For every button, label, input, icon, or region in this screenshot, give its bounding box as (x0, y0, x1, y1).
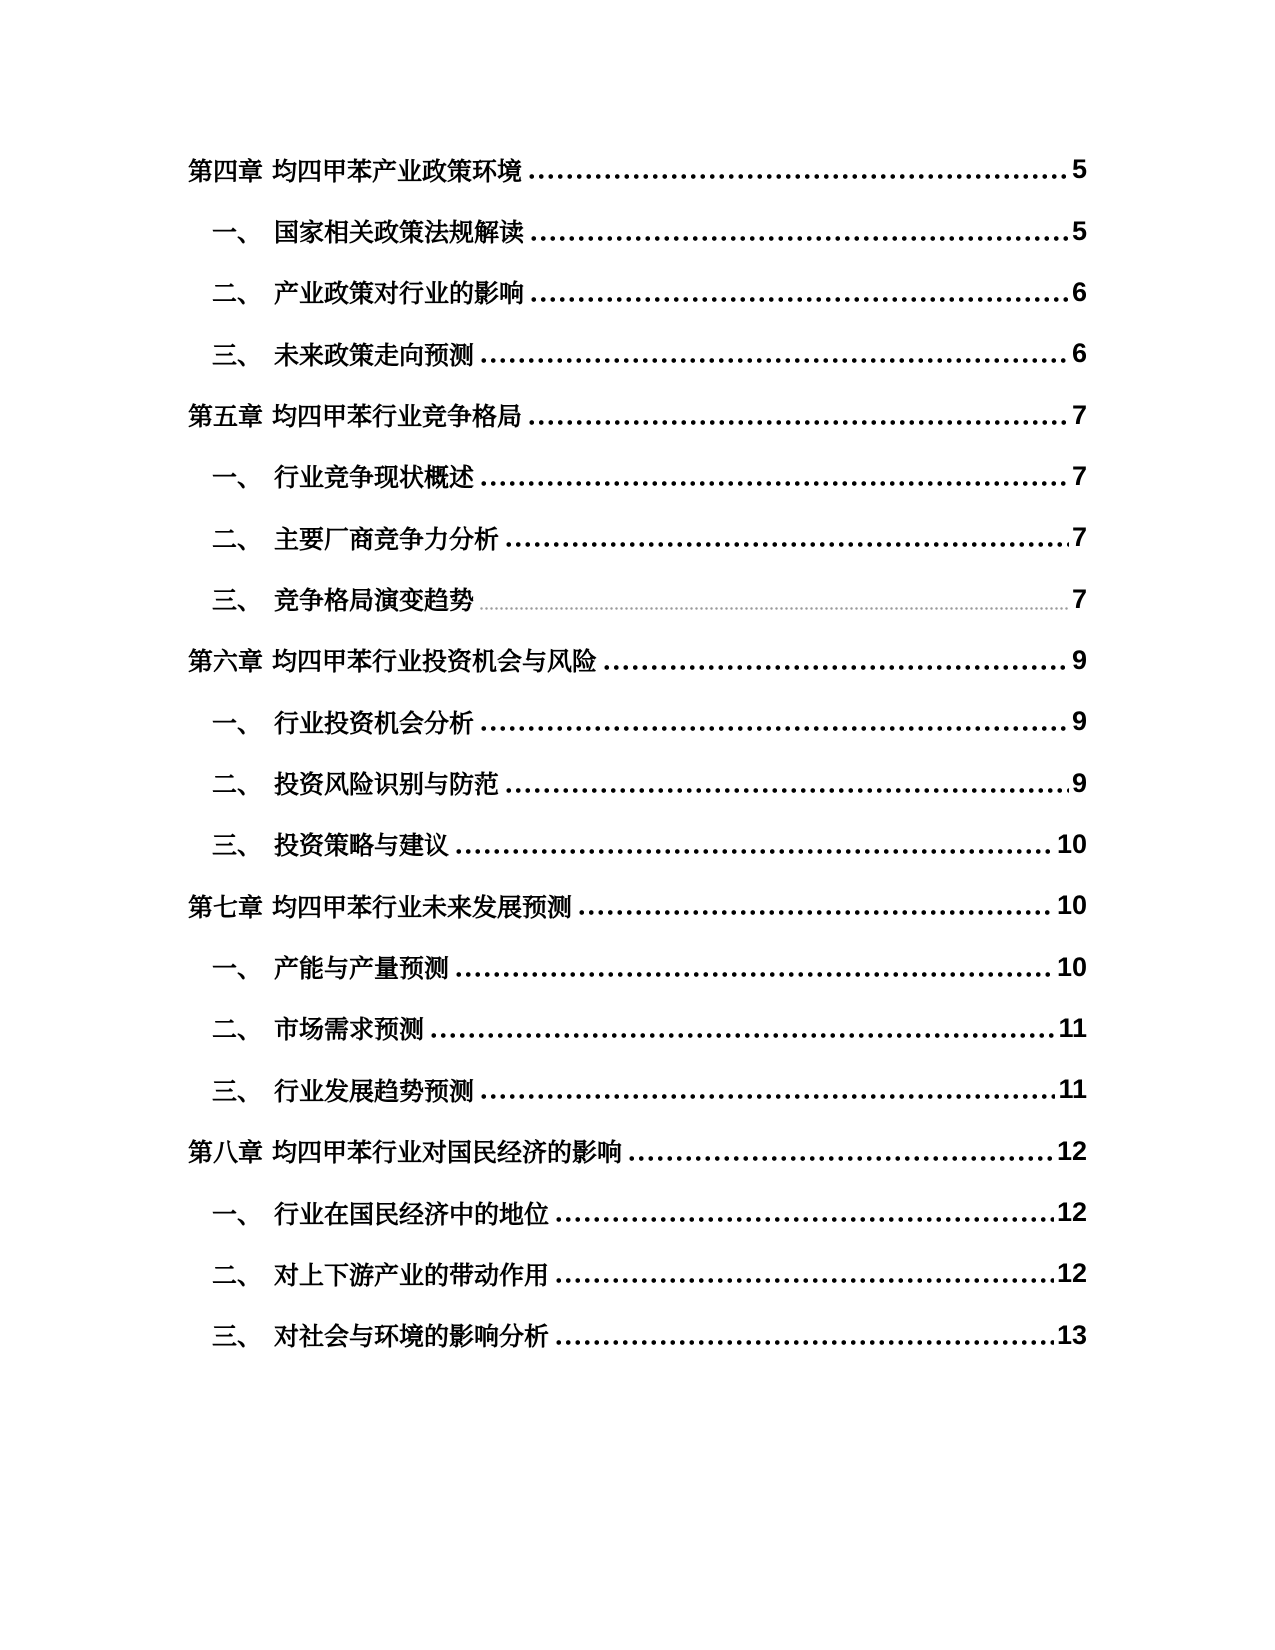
toc-entry-number: 一、 (212, 219, 263, 248)
dot-leader (527, 420, 1069, 425)
toc-entry-number: 二、 (212, 1261, 263, 1290)
dot-leader (554, 1340, 1054, 1345)
toc-entry-number: 二、 (212, 525, 263, 554)
dot-leader (479, 726, 1069, 731)
toc-entry-title: 均四甲苯产业政策环境 (272, 157, 523, 186)
toc-entry-page: 5 (1071, 215, 1087, 246)
dot-leader (479, 607, 1069, 610)
toc-entry-number: 三、 (212, 1077, 263, 1106)
toc-entry-title: 竞争格局演变趋势 (274, 587, 475, 616)
toc-entry-number: 第六章 (188, 648, 264, 677)
toc-entry-page: 9 (1071, 706, 1087, 737)
toc-entry-page: 10 (1056, 890, 1087, 921)
dot-leader (554, 1217, 1054, 1222)
toc-entry-title: 产业政策对行业的影响 (274, 280, 525, 309)
toc-entry-title: 投资风险识别与防范 (274, 771, 500, 800)
toc-entry-number: 第四章 (188, 157, 264, 186)
toc-entry[interactable] (188, 262, 1087, 323)
toc-entry[interactable] (188, 200, 1087, 261)
dot-leader (529, 236, 1069, 241)
toc-entry-page: 7 (1071, 583, 1087, 614)
toc-entry[interactable] (188, 384, 1087, 445)
dot-leader (429, 1033, 1055, 1038)
toc-entry[interactable] (188, 936, 1087, 997)
toc-entry-title: 对上下游产业的带动作用 (274, 1261, 550, 1290)
toc-entry-title: 行业竞争现状概述 (274, 464, 475, 493)
toc-entry-page: 11 (1058, 1012, 1087, 1043)
toc-entry-number: 二、 (212, 1016, 263, 1045)
toc-entry[interactable] (188, 446, 1087, 507)
toc-entry[interactable] (188, 814, 1087, 875)
toc-entry-number: 二、 (212, 771, 263, 800)
toc-entry[interactable] (188, 1121, 1087, 1182)
toc-entry-page: 9 (1071, 644, 1087, 675)
toc-entry-title: 投资策略与建议 (274, 832, 450, 861)
toc-entry[interactable] (188, 691, 1087, 752)
toc-entry[interactable] (188, 323, 1087, 384)
toc-entry-page: 7 (1071, 460, 1087, 491)
toc-entry-title: 市场需求预测 (274, 1016, 425, 1045)
toc-entry-page: 12 (1056, 1258, 1087, 1289)
toc-entry-number: 三、 (212, 587, 263, 616)
toc-entry-number: 一、 (212, 709, 263, 738)
toc-entry-title: 未来政策走向预测 (274, 341, 475, 370)
toc-entry-number: 第七章 (188, 893, 264, 922)
dot-leader (504, 788, 1069, 793)
toc-entry-number: 一、 (212, 464, 263, 493)
toc-entry-title: 行业在国民经济中的地位 (274, 1200, 550, 1229)
toc-entry[interactable] (188, 752, 1087, 813)
dot-leader (454, 972, 1054, 977)
dot-leader (527, 174, 1069, 179)
toc-entry-title: 行业投资机会分析 (274, 709, 475, 738)
toc-entry-page: 7 (1071, 522, 1087, 553)
toc-entry-title: 均四甲苯行业未来发展预测 (272, 893, 573, 922)
toc-entry-number: 第五章 (188, 403, 264, 432)
dot-leader (554, 1278, 1054, 1283)
toc-entry-number: 二、 (212, 280, 263, 309)
dot-leader (577, 910, 1054, 915)
toc-entry[interactable] (188, 507, 1087, 568)
toc-entry[interactable] (188, 139, 1087, 200)
toc-entry-page: 9 (1071, 767, 1087, 798)
toc-entry-page: 11 (1058, 1074, 1087, 1105)
toc-entry[interactable] (188, 1243, 1087, 1304)
toc-entry[interactable] (188, 1305, 1087, 1366)
toc-entry-page: 12 (1056, 1197, 1087, 1228)
toc-entry-number: 第八章 (188, 1139, 264, 1168)
toc-entry-title: 对社会与环境的影响分析 (274, 1323, 550, 1352)
toc-entry-number: 三、 (212, 1323, 263, 1352)
toc-entry[interactable] (188, 1059, 1087, 1120)
dot-leader (479, 358, 1069, 363)
toc-entry-page: 12 (1056, 1135, 1087, 1166)
toc-entry[interactable] (188, 1182, 1087, 1243)
toc-entry-page: 10 (1056, 828, 1087, 859)
toc-entry-title: 主要厂商竞争力分析 (274, 525, 500, 554)
toc-entry-number: 一、 (212, 955, 263, 984)
toc-entry[interactable] (188, 875, 1087, 936)
toc-entry-title: 均四甲苯行业投资机会与风险 (272, 648, 598, 677)
toc-entry[interactable] (188, 630, 1087, 691)
toc-entry-page: 7 (1071, 399, 1087, 430)
dot-leader (454, 849, 1054, 854)
toc-entry-number: 三、 (212, 341, 263, 370)
toc-entry-page: 13 (1056, 1319, 1087, 1350)
dot-leader (602, 665, 1069, 670)
toc-entry-page: 6 (1071, 276, 1087, 307)
toc-entry[interactable] (188, 568, 1087, 629)
dot-leader (504, 542, 1069, 547)
toc-entry-title: 行业发展趋势预测 (274, 1077, 475, 1106)
toc-entry[interactable] (188, 998, 1087, 1059)
toc-entry-title: 均四甲苯行业竞争格局 (272, 403, 523, 432)
dot-leader (479, 1094, 1055, 1099)
toc-entry-page: 6 (1071, 338, 1087, 369)
toc-entry-number: 三、 (212, 832, 263, 861)
toc-entry-page: 5 (1071, 154, 1087, 185)
toc-entry-title: 国家相关政策法规解读 (274, 219, 525, 248)
toc-entry-title: 均四甲苯行业对国民经济的影响 (272, 1139, 623, 1168)
dot-leader (627, 1156, 1054, 1161)
dot-leader (479, 481, 1069, 486)
toc-entry-page: 10 (1056, 951, 1087, 982)
toc-entry-title: 产能与产量预测 (274, 955, 450, 984)
dot-leader (529, 297, 1069, 302)
toc-entry-number: 一、 (212, 1200, 263, 1229)
